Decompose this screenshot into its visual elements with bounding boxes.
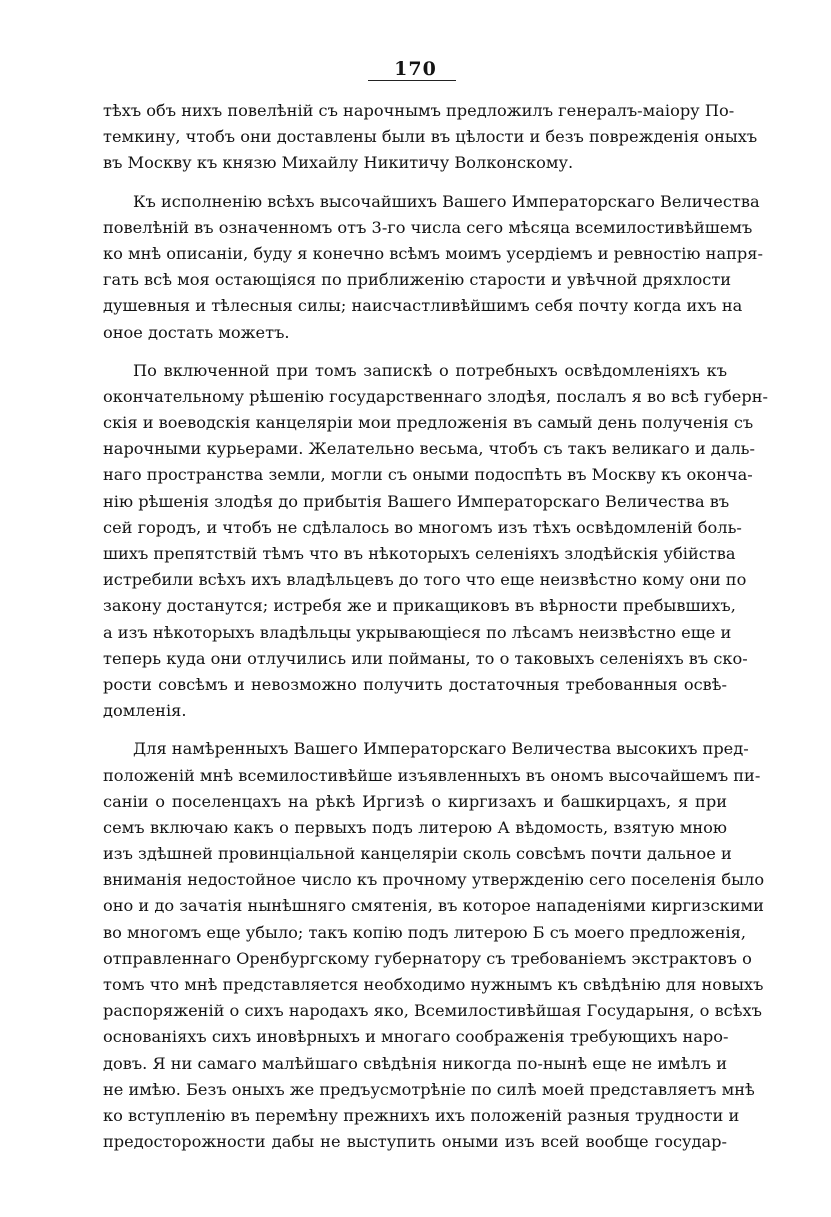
text-line: По включенной при томъ запискѣ о потребныхъ освѣдомленіяхъ къ	[133, 360, 727, 380]
text-line: наго пространства земли, могли съ оными подоспѣть въ Москву къ оконча-	[103, 465, 753, 485]
text-line: ко вступленію въ перемѣну прежнихъ ихъ положеній разныя трудности и	[103, 1105, 740, 1125]
text-line: довъ. Я ни самаго малѣйшаго свѣдѣнія никогда по-нынѣ еще не имѣлъ и	[103, 1053, 727, 1073]
text-line: основаніяхъ сихъ иновѣрныхъ и многаго соображенія требующихъ наро-	[103, 1027, 729, 1047]
text-line: Для намѣренныхъ Вашего Императорскаго Величества высокихъ пред-	[133, 739, 749, 759]
text-line: вниманія недостойное число къ прочному утвержденію сего поселенія было	[103, 870, 765, 890]
text-line: рости совсѣмъ и невозможно получить достаточныя требованныя освѣ-	[103, 674, 727, 694]
text-line: положеній мнѣ всемилостивѣйше изъявленныхъ въ ономъ высочайшемъ пи-	[103, 765, 761, 785]
text-line: распоряженій о сихъ народахъ яко, Всемилостивѣйшая Государыня, о всѣхъ	[103, 1001, 762, 1021]
text-line: повелѣній въ означенномъ отъ 3-го числа сего мѣсяца всемилостивѣйшемъ	[103, 217, 753, 237]
page-number-rule	[368, 80, 456, 81]
paragraph	[103, 358, 768, 725]
text-line: во многомъ еще убыло; такъ копію подъ литерою Б съ моего предложенія,	[103, 922, 747, 942]
text-line: душевныя и тѣлесныя силы; наисчастливѣйшимъ себя почту когда ихъ на	[103, 296, 743, 316]
text-line: ко мнѣ описаніи, буду я конечно всѣмъ моимъ усердіемъ и ревностію напря-	[103, 243, 763, 263]
text-line: нію рѣшенія злодѣя до прибытія Вашего Императорскаго Величества въ	[103, 491, 730, 511]
text-line: шихъ препятствій тѣмъ что въ нѣкоторыхъ селеніяхъ злодѣйскія убійства	[103, 544, 736, 563]
text-line: гать всѣ моя остающіяся по приближенію старости и увѣчной дряхлости	[103, 270, 732, 290]
text-line: скія и воеводскія канцеляріи мои предложенія въ самый день полученія съ	[103, 413, 754, 433]
text-line: отправленнаго Оренбургскому губернатору съ требованіемъ экстрактовъ о	[103, 948, 752, 968]
text-line: теперь куда они отлучились или пойманы, то о таковыхъ селеніяхъ въ ско-	[103, 648, 748, 668]
text-line: темкину, чтобъ они доставлены были въ цѣлости и безъ поврежденія оныхъ	[103, 127, 758, 147]
text-line: предосторожности дабы не выступить оными изъ всей вообще государ-	[103, 1132, 727, 1152]
text-line: истребили всѣхъ ихъ владѣльцевъ до того что еще неизвѣстно кому они по	[103, 570, 747, 590]
paragraph	[103, 189, 763, 346]
text-line: домленія.	[103, 701, 187, 721]
text-line: а изъ нѣкоторыхъ владѣльцы укрывающіеся по лѣсамъ неизвѣстно еще и	[103, 622, 732, 642]
paragraph	[103, 736, 765, 1155]
text-line: нарочными курьерами. Желательно весьма, чтобъ съ такъ великаго и даль-	[103, 439, 755, 459]
text-line: оно и до зачатія нынѣшняго смятенія, въ которое нападеніями киргизскими	[103, 896, 764, 916]
text-line: въ Москву къ князю Михайлу Никитичу Волконскому.	[103, 153, 574, 173]
text-line: оное достать можетъ.	[103, 322, 290, 342]
text-line: Къ исполненію всѣхъ высочайшихъ Вашего Императорскаго Величества	[133, 191, 760, 211]
paragraph	[103, 98, 758, 177]
text-line: закону достанутся; истребя же и прикащиковъ въ вѣрности пребывшихъ,	[103, 596, 736, 616]
text-line: тѣхъ объ нихъ повелѣній съ нарочнымъ предложилъ генералъ-маіору По-	[103, 101, 735, 120]
body-text	[103, 98, 768, 1167]
page-number: 170	[394, 58, 437, 80]
text-line: семъ включаю какъ о первыхъ подъ литерою А вѣдомость, взятую мною	[103, 817, 727, 837]
text-line: томъ что мнѣ представляется необходимо нужнымъ къ свѣдѣнію для новыхъ	[103, 975, 764, 994]
text-line: окончательному рѣшенію государственнаго злодѣя, послалъ я во всѣ губерн-	[103, 386, 768, 406]
text-line: саніи о поселенцахъ на рѣкѣ Иргизѣ о киргизахъ и башкирцахъ, я при	[103, 791, 727, 811]
text-line: не имѣю. Безъ оныхъ же предъусмотрѣніе по силѣ моей представляетъ мнѣ	[103, 1079, 755, 1099]
text-line: сей городъ, и чтобъ не сдѣлалось во многомъ изъ тѣхъ освѣдомленій боль-	[103, 517, 742, 537]
text-line: изъ здѣшней провинціальной канцеляріи сколь совсѣмъ почти дальное и	[103, 844, 732, 864]
